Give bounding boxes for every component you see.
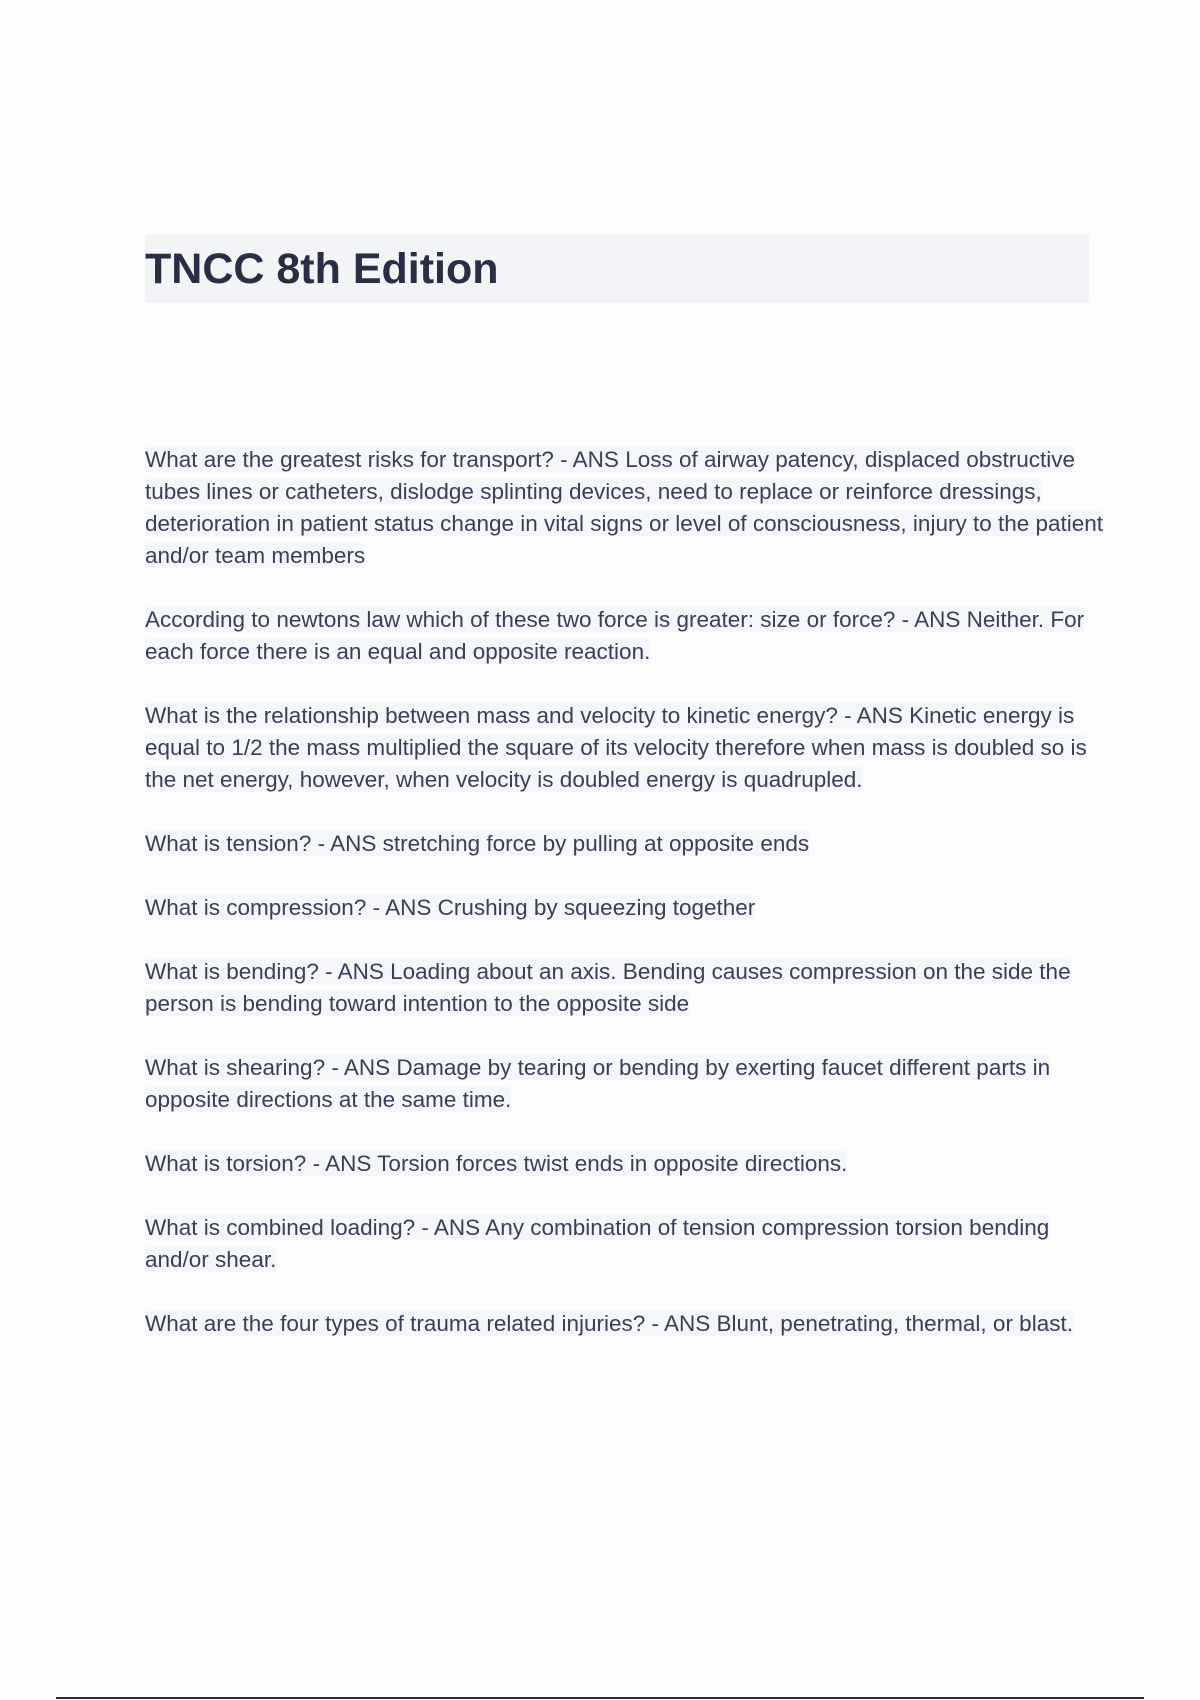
qa-item (145, 892, 1105, 924)
qa-text: What is torsion? - ANS Torsion forces twist ends in opposite directions. (145, 1151, 848, 1176)
qa-item (145, 1148, 1105, 1180)
qa-text: What is bending? - ANS Loading about an axis. Bending causes compression on the side the person is bending toward intention to the opposite side (145, 959, 1071, 1016)
qa-text: What is combined loading? - ANS Any combination of tension compression torsion bending and/or shear. (145, 1215, 1050, 1272)
qa-item (145, 700, 1105, 796)
footer-divider (56, 1697, 1144, 1699)
qa-item (145, 444, 1105, 572)
qa-item (145, 1308, 1105, 1340)
qa-item (145, 604, 1105, 668)
qa-list (145, 444, 1105, 1372)
qa-item (145, 1052, 1105, 1116)
qa-text: What are the greatest risks for transport? - ANS Loss of airway patency, displaced obstructive tubes lines or catheters, dislodge splinting devices, need to replace or reinforce dressings, deterioration in patient status change in vital signs or level of consciousness, injury to the patient and/or team members (145, 447, 1104, 568)
document-title: TNCC 8th Edition (145, 245, 499, 293)
qa-text: What is compression? - ANS Crushing by squeezing together (145, 895, 756, 920)
qa-item (145, 1212, 1105, 1276)
qa-item (145, 828, 1105, 860)
qa-text: What is tension? - ANS stretching force by pulling at opposite ends (145, 831, 810, 856)
qa-text: According to newtons law which of these two force is greater: size or force? - ANS Neither. For each force there is an equal and opposite reaction. (145, 607, 1085, 664)
qa-text: What is shearing? - ANS Damage by tearing or bending by exerting faucet different parts in opposite directions at the same time. (145, 1055, 1051, 1112)
qa-item (145, 956, 1105, 1020)
qa-text: What are the four types of trauma related injuries? - ANS Blunt, penetrating, thermal, or blast. (145, 1311, 1073, 1336)
title-band (145, 235, 1089, 303)
qa-text: What is the relationship between mass and velocity to kinetic energy? - ANS Kinetic energy is equal to 1/2 the mass multiplied the square of its velocity therefore when mass is doubled so is the net energy, however, when velocity is doubled energy is quadrupled. (145, 703, 1087, 792)
